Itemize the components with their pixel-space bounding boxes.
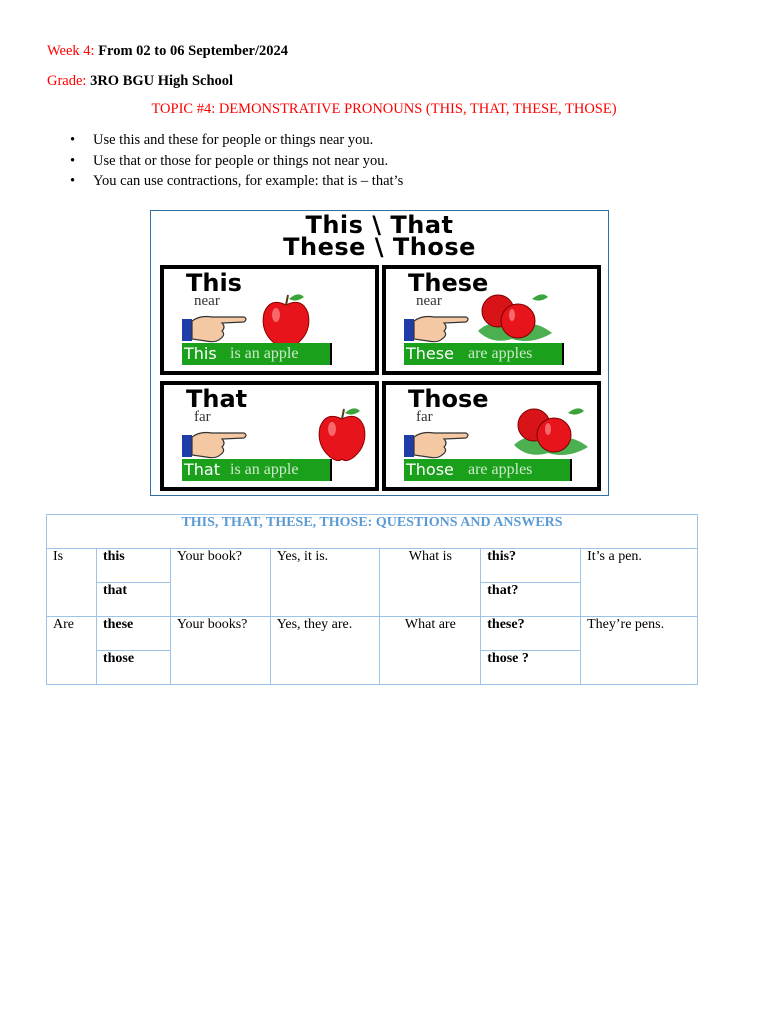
list-item: • You can use contractions, for example: that is – that’s (47, 171, 403, 192)
table-row (47, 617, 698, 651)
sentence-bar (404, 459, 572, 481)
illustration-title-line2: These \ Those (283, 233, 476, 261)
pointing-hand-icon (182, 425, 250, 461)
week-label: Week 4: (47, 43, 95, 59)
grade-line (47, 73, 233, 90)
card-this (160, 265, 379, 375)
bar-sentence: are apples (468, 461, 533, 478)
pronoun-cell: those (96, 651, 170, 685)
table-caption: THIS, THAT, THESE, THOSE: QUESTIONS AND ANSWERS (47, 515, 698, 549)
card-distance: far (416, 409, 433, 425)
card-word: These (408, 269, 489, 297)
answer-cell: Yes, they are. (270, 617, 380, 685)
card-word: That (186, 385, 248, 413)
illustration-title-line1: This \ That (305, 211, 454, 239)
card-distance: far (194, 409, 211, 425)
reply-cell: They’re pens. (581, 617, 698, 685)
card-distance: near (194, 293, 220, 309)
table-row (47, 549, 698, 583)
grade-value: 3RO BGU High School (90, 73, 234, 89)
demonstratives-illustration (150, 210, 609, 496)
apple-icon (256, 291, 316, 351)
question-pronoun-cell: that? (481, 583, 581, 617)
bar-sentence: is an apple (230, 461, 299, 478)
bar-word: Those (406, 460, 454, 479)
card-word: Those (408, 385, 489, 413)
bar-word: These (406, 344, 454, 363)
verb-cell: Is (47, 549, 97, 617)
sentence-bar (182, 459, 332, 481)
question-pronoun-cell: these? (481, 617, 581, 651)
bar-word: This (184, 344, 217, 363)
week-line (47, 43, 288, 60)
week-value: From 02 to 06 September/2024 (98, 43, 288, 59)
bar-word: That (184, 460, 220, 479)
sentence-bar (404, 343, 564, 365)
grade-label: Grade: (47, 73, 87, 89)
questions-answers-table (46, 514, 698, 685)
pointing-hand-icon (404, 309, 472, 345)
card-distance: near (416, 293, 442, 309)
card-that (160, 381, 379, 491)
sentence-bar (182, 343, 332, 365)
apple-icon (312, 405, 372, 465)
bar-sentence: are apples (468, 345, 533, 362)
list-item: • Use this and these for people or things near you. (47, 130, 403, 151)
verb-cell: Are (47, 617, 97, 685)
answer-cell: Yes, it is. (270, 549, 380, 617)
question-cell: What is (380, 549, 481, 617)
pronoun-cell: these (96, 617, 170, 651)
apples-icon (472, 287, 558, 347)
apples-icon (508, 401, 594, 461)
topic-heading: TOPIC #4: DEMONSTRATIVE PRONOUNS (THIS, THAT, THESE, THOSE) (151, 101, 617, 117)
question-pronoun-cell: this? (481, 549, 581, 583)
question-cell: What are (380, 617, 481, 685)
pronoun-cell: that (96, 583, 170, 617)
question-pronoun-cell: those ? (481, 651, 581, 685)
noun-cell: Your book? (170, 549, 270, 617)
pointing-hand-icon (182, 309, 250, 345)
card-these (382, 265, 601, 375)
rules-list (47, 130, 403, 192)
pointing-hand-icon (404, 425, 472, 461)
noun-cell: Your books? (170, 617, 270, 685)
card-word: This (186, 269, 242, 297)
card-those (382, 381, 601, 491)
pronoun-cell: this (96, 549, 170, 583)
bar-sentence: is an apple (230, 345, 299, 362)
list-item: • Use that or those for people or things not near you. (47, 151, 403, 172)
reply-cell: It’s a pen. (581, 549, 698, 617)
